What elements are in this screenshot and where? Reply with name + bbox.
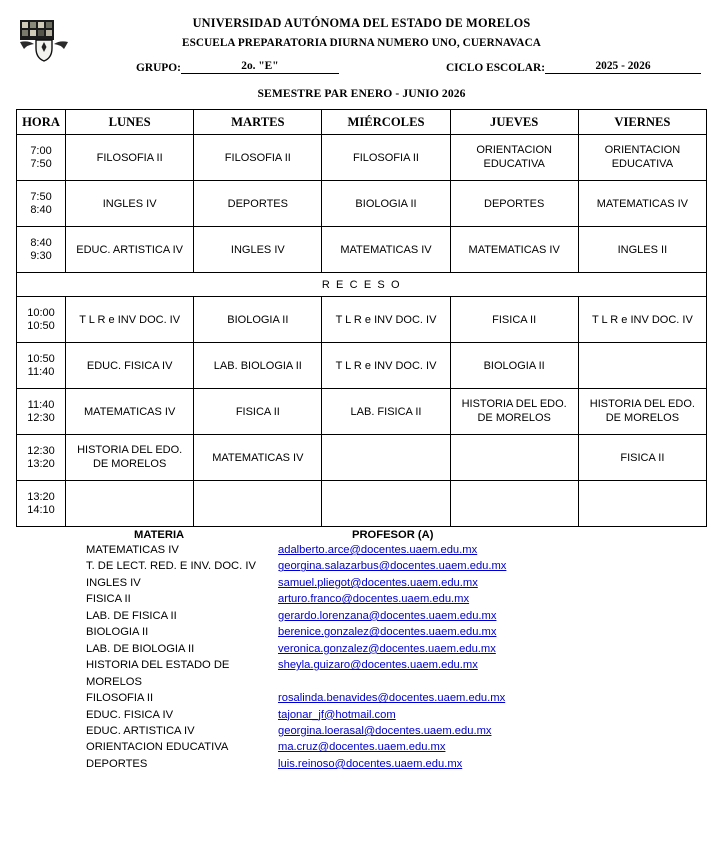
time-cell bbox=[17, 435, 66, 481]
list-item bbox=[16, 542, 707, 558]
time-start: 10:00 bbox=[27, 306, 55, 319]
teacher-subject: MATEMATICAS IV bbox=[86, 544, 179, 556]
teacher-email[interactable]: adalberto.arce@docentes.uaem.edu.mx bbox=[278, 544, 478, 556]
table-row bbox=[17, 297, 707, 343]
class-cell bbox=[578, 343, 706, 389]
table-row bbox=[17, 135, 707, 181]
teacher-subject: EDUC. FISICA IV bbox=[86, 708, 174, 721]
teacher-email[interactable]: rosalinda.benavides@docentes.uaem.edu.mx bbox=[278, 692, 506, 705]
class-cell: MATEMATICAS IV bbox=[66, 389, 194, 435]
class-cell: FILOSOFIA II bbox=[66, 135, 194, 181]
university-title: UNIVERSIDAD AUTÓNOMA DEL ESTADO DE MORELOS bbox=[192, 16, 531, 30]
list-item bbox=[16, 608, 707, 624]
class-cell: INGLES IV bbox=[194, 227, 322, 273]
class-cell: DEPORTES bbox=[194, 181, 322, 227]
teacher-subject: LAB. DE FISICA II bbox=[86, 609, 177, 622]
teachers-list bbox=[16, 542, 707, 772]
class-cell bbox=[450, 435, 578, 481]
time-end: 8:40 bbox=[30, 203, 52, 216]
time-end: 14:10 bbox=[27, 503, 55, 516]
time-cell bbox=[17, 181, 66, 227]
column-header-lunes: LUNES bbox=[66, 110, 194, 135]
teacher-subject: EDUC. ARTISTICA IV bbox=[86, 724, 195, 737]
teacher-subject: DEPORTES bbox=[86, 757, 148, 770]
teacher-subject: T. DE LECT. RED. E INV. DOC. IV bbox=[86, 560, 256, 573]
teacher-email[interactable]: berenice.gonzalez@docentes.uaem.edu.mx bbox=[278, 626, 497, 639]
time-start: 10:50 bbox=[27, 352, 55, 365]
list-item bbox=[16, 575, 707, 591]
teacher-subject: INGLES IV bbox=[86, 576, 141, 589]
list-item bbox=[16, 739, 707, 755]
teacher-email[interactable]: arturo.franco@docentes.uaem.edu.mx bbox=[278, 593, 470, 606]
semestre-title: SEMESTRE PAR ENERO - JUNIO 2026 bbox=[257, 87, 466, 100]
teacher-subject: BIOLOGIA II bbox=[86, 626, 149, 639]
time-start: 11:40 bbox=[27, 398, 55, 411]
teacher-subject: ORIENTACION EDUCATIVA bbox=[86, 741, 229, 754]
teacher-subject: FILOSOFIA II bbox=[86, 692, 154, 705]
ciclo-label: CICLO ESCOLAR: bbox=[445, 62, 545, 74]
list-item bbox=[16, 756, 707, 772]
class-cell: DEPORTES bbox=[450, 181, 578, 227]
time-start: 8:40 bbox=[30, 236, 52, 249]
class-cell bbox=[322, 435, 450, 481]
grupo-label: GRUPO: bbox=[136, 62, 181, 74]
class-cell: FISICA II bbox=[578, 435, 706, 481]
table-row bbox=[17, 227, 707, 273]
list-item bbox=[16, 690, 707, 706]
teacher-email[interactable]: veronica.gonzalez@docentes.uaem.edu.mx bbox=[278, 642, 496, 655]
time-end: 12:30 bbox=[27, 411, 55, 424]
class-cell: MATEMATICAS IV bbox=[194, 435, 322, 481]
time-start: 13:20 bbox=[27, 490, 55, 503]
list-item bbox=[16, 624, 707, 640]
column-header-jueves: JUEVES bbox=[450, 110, 578, 135]
column-header-hora: HORA bbox=[17, 110, 66, 135]
class-cell: INGLES IV bbox=[66, 181, 194, 227]
class-cell bbox=[322, 481, 450, 527]
meta-row bbox=[16, 60, 707, 74]
teacher-email[interactable]: georgina.loerasal@docentes.uaem.edu.mx bbox=[278, 724, 492, 737]
list-item bbox=[16, 591, 707, 607]
class-cell: ORIENTACION EDUCATIVA bbox=[450, 135, 578, 181]
class-cell: T L R e INV DOC. IV bbox=[578, 297, 706, 343]
teacher-subject: LAB. DE BIOLOGIA II bbox=[86, 642, 195, 655]
class-cell: LAB. BIOLOGIA II bbox=[194, 343, 322, 389]
time-end: 11:40 bbox=[27, 365, 55, 378]
teacher-email[interactable]: samuel.pliegot@docentes.uaem.edu.mx bbox=[278, 576, 478, 589]
teacher-email[interactable]: gerardo.lorenzana@docentes.uaem.edu.mx bbox=[278, 609, 497, 622]
list-item bbox=[16, 641, 707, 657]
class-cell: INGLES II bbox=[578, 227, 706, 273]
class-cell: HISTORIA DEL EDO. DE MORELOS bbox=[578, 389, 706, 435]
ciclo-value: 2025 - 2026 bbox=[545, 60, 701, 74]
list-item bbox=[16, 723, 707, 739]
teacher-subject: FISICA II bbox=[86, 593, 131, 606]
column-header-viernes: VIERNES bbox=[578, 110, 706, 135]
table-row bbox=[17, 481, 707, 527]
class-cell bbox=[66, 481, 194, 527]
class-cell: T L R e INV DOC. IV bbox=[66, 297, 194, 343]
class-cell: BIOLOGIA II bbox=[194, 297, 322, 343]
table-row bbox=[17, 389, 707, 435]
time-end: 10:50 bbox=[27, 319, 55, 332]
time-start: 7:50 bbox=[30, 190, 52, 203]
document-header bbox=[16, 16, 707, 49]
table-row bbox=[17, 343, 707, 389]
class-cell bbox=[578, 481, 706, 527]
teacher-subject: HISTORIA DEL ESTADO DE MORELOS bbox=[86, 659, 230, 688]
time-cell bbox=[17, 297, 66, 343]
teacher-email[interactable]: sheyla.guizaro@docentes.uaem.edu.mx bbox=[278, 659, 478, 672]
recess-label: R E C E S O bbox=[17, 273, 707, 297]
class-cell: MATEMATICAS IV bbox=[322, 227, 450, 273]
class-cell: T L R e INV DOC. IV bbox=[322, 297, 450, 343]
teachers-header bbox=[16, 529, 707, 541]
recess-row bbox=[17, 273, 707, 297]
class-cell: BIOLOGIA II bbox=[450, 343, 578, 389]
schedule-table bbox=[16, 109, 707, 527]
class-cell: MATEMATICAS IV bbox=[578, 181, 706, 227]
class-cell: EDUC. ARTISTICA IV bbox=[66, 227, 194, 273]
teachers-column-materia: MATERIA bbox=[134, 529, 185, 541]
time-end: 9:30 bbox=[30, 249, 52, 262]
list-item bbox=[16, 657, 707, 690]
list-item bbox=[16, 707, 707, 723]
list-item bbox=[16, 558, 707, 574]
class-cell: LAB. FISICA II bbox=[322, 389, 450, 435]
class-cell: BIOLOGIA II bbox=[322, 181, 450, 227]
time-cell bbox=[17, 343, 66, 389]
time-cell bbox=[17, 481, 66, 527]
class-cell: HISTORIA DEL EDO. DE MORELOS bbox=[450, 389, 578, 435]
school-title: ESCUELA PREPARATORIA DIURNA NUMERO UNO, CUERNAVACA bbox=[182, 37, 541, 49]
column-header-miercoles: MIÉRCOLES bbox=[322, 110, 450, 135]
class-cell: FILOSOFIA II bbox=[194, 135, 322, 181]
class-cell: FISICA II bbox=[194, 389, 322, 435]
class-cell: EDUC. FISICA IV bbox=[66, 343, 194, 389]
time-end: 7:50 bbox=[30, 157, 52, 170]
time-cell bbox=[17, 135, 66, 181]
time-start: 12:30 bbox=[27, 444, 55, 457]
column-header-martes: MARTES bbox=[194, 110, 322, 135]
class-cell: FISICA II bbox=[450, 297, 578, 343]
class-cell bbox=[450, 481, 578, 527]
schedule-header-row bbox=[17, 110, 707, 135]
grupo-value: 2o. "E" bbox=[181, 60, 339, 74]
time-end: 13:20 bbox=[27, 457, 55, 470]
time-start: 7:00 bbox=[30, 144, 52, 157]
table-row bbox=[17, 181, 707, 227]
teacher-email[interactable]: georgina.salazarbus@docentes.uaem.edu.mx bbox=[278, 560, 507, 573]
time-cell bbox=[17, 389, 66, 435]
class-cell: T L R e INV DOC. IV bbox=[322, 343, 450, 389]
table-row bbox=[17, 435, 707, 481]
teachers-column-profesor: PROFESOR (A) bbox=[352, 529, 434, 541]
class-cell: ORIENTACION EDUCATIVA bbox=[578, 135, 706, 181]
class-cell: HISTORIA DEL EDO. DE MORELOS bbox=[66, 435, 194, 481]
class-cell: FILOSOFIA II bbox=[322, 135, 450, 181]
class-cell bbox=[194, 481, 322, 527]
teacher-email[interactable]: tajonar_jf@hotmail.com bbox=[278, 708, 396, 721]
teacher-email[interactable]: luis.reinoso@docentes.uaem.edu.mx bbox=[278, 757, 463, 770]
class-cell: MATEMATICAS IV bbox=[450, 227, 578, 273]
time-cell bbox=[17, 227, 66, 273]
teacher-email[interactable]: ma.cruz@docentes.uaem.edu.mx bbox=[278, 741, 446, 754]
uaem-crest-icon bbox=[18, 18, 80, 62]
